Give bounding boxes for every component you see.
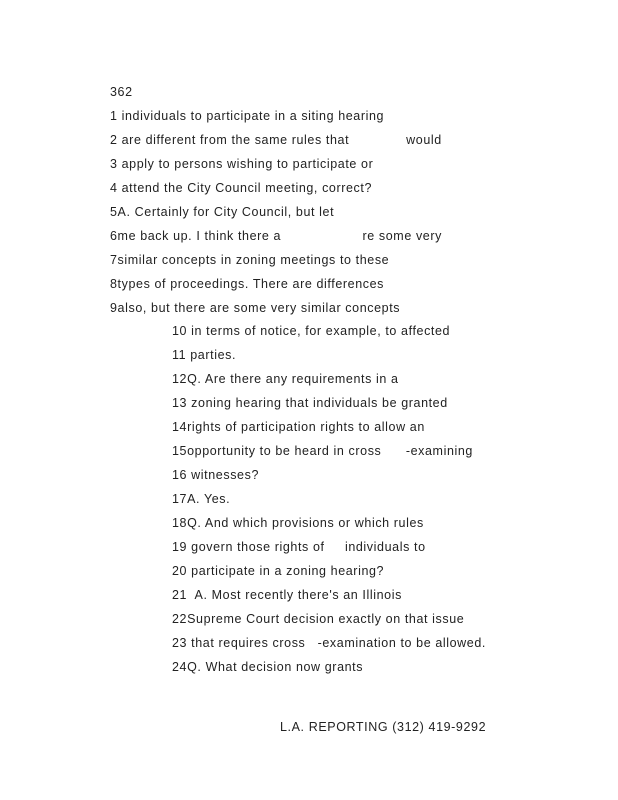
- transcript-line-9: 9also, but there are some very similar concepts: [110, 301, 401, 315]
- reporter-footer: L.A. REPORTING (312) 419-9292: [280, 720, 487, 734]
- transcript-line-22: 22Supreme Court decision exactly on that issue: [172, 612, 465, 626]
- transcript-line-4: 4 attend the City Council meeting, correct?: [110, 181, 373, 195]
- transcript-line-24: 24Q. What decision now grants: [172, 660, 364, 674]
- transcript-line-5: 5A. Certainly for City Council, but let: [110, 205, 335, 219]
- transcript-line-14: 14rights of participation rights to allow an: [172, 420, 425, 434]
- transcript-line-11: 11 parties.: [172, 348, 237, 362]
- transcript-line-6: 6me back up. I think there a re some very: [110, 229, 442, 243]
- transcript-line-18: 18Q. And which provisions or which rules: [172, 516, 424, 530]
- transcript-line-3: 3 apply to persons wishing to participate or: [110, 157, 374, 171]
- transcript-line-23: 23 that requires cross -examination to be allowed.: [172, 636, 486, 650]
- transcript-line-7: 7similar concepts in zoning meetings to these: [110, 253, 390, 267]
- transcript-line-19: 19 govern those rights of individuals to: [172, 540, 426, 554]
- transcript-line-13: 13 zoning hearing that individuals be granted: [172, 396, 448, 410]
- transcript-line-12: 12Q. Are there any requirements in a: [172, 372, 399, 386]
- transcript-line-21: 21 A. Most recently there's an Illinois: [172, 588, 402, 602]
- page-number: 362: [110, 85, 133, 99]
- transcript-line-17: 17A. Yes.: [172, 492, 231, 506]
- transcript-line-2: 2 are different from the same rules that would: [110, 133, 442, 147]
- transcript-line-1: 1 individuals to participate in a siting hearing: [110, 109, 385, 123]
- transcript-line-20: 20 participate in a zoning hearing?: [172, 564, 385, 578]
- transcript-line-15: 15opportunity to be heard in cross -examining: [172, 444, 473, 458]
- transcript-line-8: 8types of proceedings. There are differences: [110, 277, 385, 291]
- transcript-line-16: 16 witnesses?: [172, 468, 260, 482]
- transcript-line-10: 10 in terms of notice, for example, to affected: [172, 324, 451, 338]
